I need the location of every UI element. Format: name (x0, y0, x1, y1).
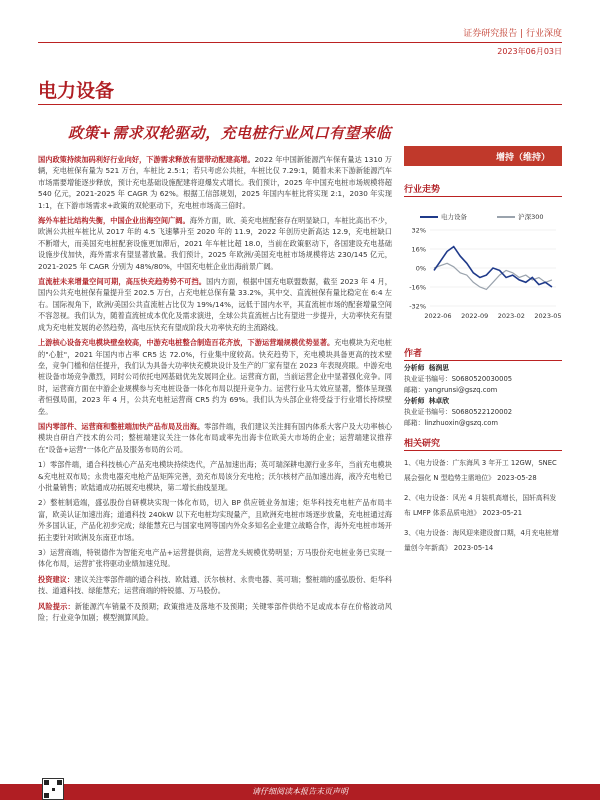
x-tick-label: 2023-02 (497, 312, 525, 320)
paragraph-advice: 投资建议：建议关注零部件端的通合科技、欧陆通、沃尔核材、永贵电器、英可瑞；整桩端的盛弘股份、炬华科技、道通科技、绿能慧充；运营商端的特锐德、万马股份。 (38, 574, 392, 596)
paragraph-overseas: 海外车桩比结构失衡，中国企业出海空间广阔。海外方面，欧、美充电桩配套存在明显缺口，车桩比高出不少，欧洲公共桩车桩比从 2017 年的 4.5 飞速攀升至 2020 年的 11.9，2022 年创历史新高达 12.9，充电桩缺口不断增大，而美国充电桩配套设施更加滞后，2021 年车桩比超 18.0，当前在政策驱动下，各国建设充电基础设施步伐加快，海外需求有望显著放量。我们预计，2025 年欧洲/美国充电桩市场规模将达 230/145 亿元，2021-2025 年 CAGR 分别为 48%/80%，中国充电桩企业出海前景广阔。 (38, 216, 392, 271)
trend-chart (400, 222, 564, 334)
author1-role: 分析师 (404, 364, 425, 372)
paragraph-operators: 3）运营商端，特锐德作为智能充电产品+运营提供商，运营龙头规模优势明显；万马股份充电桩业务已实现一体化布局，运营扩张将驱动业绩加速兑现。 (38, 548, 392, 569)
related-item[interactable]: 1、《电力设备：广东海风 3 年开工 12GW，SNEC 展会强化 N 型趋势主需地位》 2023-05-28 (404, 459, 557, 482)
x-tick-label: 2022-09 (461, 312, 489, 320)
legend-swatch-b (497, 216, 515, 218)
y-tick-label: -32% (409, 302, 426, 311)
author2-cert: 执业证书编号：S0680522120002 (404, 408, 513, 416)
y-tick-label: 16% (411, 245, 426, 254)
y-tick-label: 0% (415, 264, 426, 273)
paragraph-policy: 国内政策持续加码利好行业向好，下游需求释放有望带动配建高增。2022 年中国新能源汽车保有量达 1310 万辆，充电桩保有量为 521 万台，车桩比 2.5:1；若只考虑公共桩，车桩比仅 7.29:1，随着未来下游新能源汽车市场需要增能逐步释放，预计充电基础设施配建将迎爆发式增长。我们预计，2025 年中国充电桩市场规模将超 540 亿元，2021-2025 年 CAGR 为 62%。根据工信部规划，2025 年国内车桩比将实现 2:1，2030 年实现 1:1，在下游市场需求+政策的双轮驱动下，充电桩市场高三倍时。 (38, 155, 392, 210)
legend-label-b: 沪深300 (518, 213, 544, 221)
y-tick-label: 32% (411, 226, 426, 235)
author2-email[interactable]: 邮箱：linzhuoxin@gszq.com (404, 419, 499, 427)
report-body (38, 154, 392, 627)
authors-divider (404, 360, 562, 361)
author2-role: 分析师 (404, 397, 425, 405)
report-date: 2023年06月03日 (497, 47, 562, 56)
authors-block (404, 363, 564, 429)
related-heading: 相关研究 (404, 439, 441, 449)
trend-heading: 行业走势 (404, 185, 441, 195)
legend-swatch-a (420, 216, 438, 218)
sector-divider (38, 104, 562, 105)
y-tick-label: -16% (409, 283, 426, 292)
sector-title: 电力设备 (38, 80, 115, 102)
footer-bar: 请仔细阅读本报告末页声明 (0, 784, 600, 800)
related-divider (404, 450, 562, 451)
x-tick-label: 2022-06 (424, 312, 452, 320)
paragraph-industry-chain: 上游核心设备充电模块壁垒较高，中游充电桩整合制造百花齐放，下游运营端规模优势显著。充电模块为充电桩的"心脏"，2021 年国内市占率 CR5 达 72.0%，行业集中度较高。快充趋势下，充电模块具备更高的技术壁垒，竞争门槛和信任提升，我们认为具备大功率快充模块设计及生产的厂家有望在 2023 年表现亮眼。中游充电桩设备市场竞争激烈，同时公司依托电网基础优先发展同企业。运营商方面，当前运营企业中显著强化竞争。同时，运营商方面在中游企业规模参与充电桩设备一体化布局以提升竞争力。运营行业马太效应显著，整体呈现强者恒强局面，2023 年 4 月，公共充电桩运营商 CR5 约为 69%。我们认为头部企业将受益于行业增长持续壁垒。 (38, 338, 392, 416)
legend-label-a: 电力设备 (441, 213, 467, 221)
paragraph-dc-pile: 直流桩未来增量空间可期，高压快充趋势势不可挡。国内方面，根据中国充电联盟数据，截至 2023 年 4 月，国内公共充电桩保有量提升至 202.5 万台，占充电桩总保有量 33.2%，其中交、直流桩保有量比稳定在 6:4 左右。国际视角下，欧洲/美国公共直流桩占比仅为 19%/14%，远低于国内水平，其直流桩市场的配套增量空间不容忽视。我们认为，随着直流桩成本优化及需求演进，全球公共直流桩占比有望进一步提升，大功率快充有望成为充电桩发展的必然趋势，高电压快充有望成阶段大功率快充的主流路线。 (38, 277, 392, 332)
related-list (404, 456, 562, 555)
x-tick-label: 2023-05 (534, 312, 562, 320)
author2-name: 林卓欣 (428, 397, 450, 405)
report-type-label: 证券研究报告 | 行业深度 (463, 29, 562, 39)
paragraph-domestic: 国内零部件、运营商和整桩端加快产品布局及出海。零部件端，我们建议关注拥有国内体系大客户及大功率核心模块自研自产技术的公司；整桩端建议关注一体化布局或率先出海卡位欧美大市场的企业；运营端建议推荐在"设备+运营"一体化产品及服务布局的公司。 (38, 421, 392, 454)
paragraph-manufacturing: 2）整桩制造端，盛弘股份自研模块实现一体化布局，切入 BP 供应链业务加速；炬华科技充电桩产品布局丰富，欧美认证加速出海；道通科技 240kW 以下充电桩均实现量产，且欧洲充电桩市场逐步放量，充电桩通过海外多国认证，产品化初步完成；绿能慧充已与国家电网等国内外众多知名企业建立战略合作，海外充电桩市场开拓主要针对欧洲及东南亚市场。 (38, 498, 392, 542)
paragraph-risk: 风险提示：新能源汽车销量不及预期；政策推进及落地不及预期；关键零部件供给不足或成本存在价格波动风险；行业竞争加剧；模型测算风险。 (38, 601, 392, 623)
authors-heading: 作者 (404, 349, 423, 359)
qr-code-icon (42, 778, 64, 800)
author1-cert: 执业证书编号：S0680520030005 (404, 375, 513, 383)
paragraph-components: 1）零部件端，通合科技核心产品充电模块持续迭代，产品加速出海；英可瑞深耕电源行业多年，当前充电模块&充电桩双布局；永贵电器充电枪产品矩阵完善，劲充布局该分充电枪；沃尔核材产品加速出海，液冷充电枪已小批量销售；欧陆通成功拓展充电模块，第二增长曲线显现。 (38, 460, 392, 492)
header-divider (38, 42, 562, 43)
rating-badge: 增持（维持） (404, 146, 562, 166)
trend-divider (404, 196, 562, 197)
report-title: 政策+需求双轮驱动，充电桩行业风口有望来临 (68, 124, 392, 142)
chart-legend (420, 212, 544, 221)
related-item[interactable]: 3、《电力设备：海风迎来建设窗口期，4月充电桩增量创今年新高》 2023-05-14 (404, 529, 559, 552)
author1-email[interactable]: 邮箱：yangrunsi@gszq.com (404, 386, 498, 394)
series-line-power-equipment (434, 247, 552, 287)
related-item[interactable]: 2、《电力设备：风光 4 月装机高增长，国轩高科发布 LMFP 体系品质电池》 2023-05-21 (404, 494, 557, 517)
author1-name: 杨润思 (428, 364, 450, 372)
